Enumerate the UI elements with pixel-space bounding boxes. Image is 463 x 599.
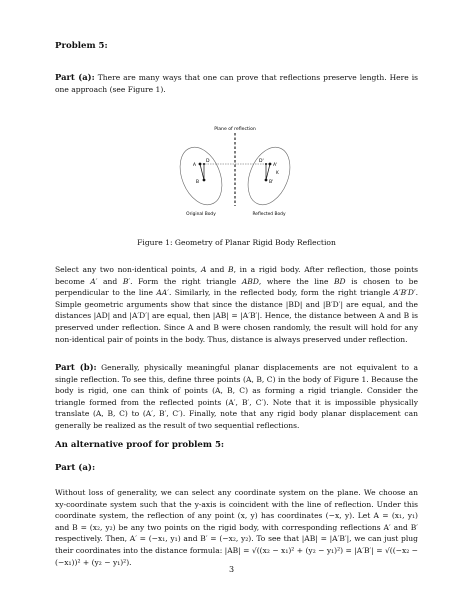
label-d-prime: D' [259,159,264,164]
figure-caption: Figure 1: Geometry of Planar Rigid Body Reflection [137,238,336,247]
alternative-part-a-label: Part (a): [55,463,96,473]
part-b-label: Part (b): [55,362,97,372]
line-ab [200,164,204,180]
point-b [203,179,206,182]
plane-label: Plane of reflection [214,127,256,132]
label-k: K [276,170,279,175]
label-a: A [192,163,196,168]
part-a-paragraph [55,72,418,95]
paragraph-1: Select any two non-identical points, A and B, in a rigid body. After reflection, those points become A′ and B′. Form the right triangle ABD, where the line BD is chosen to be perpendicular to the line AA′. Similarly, in the reflected body, form the right triangle A′B′D′. Simple geometric arguments show that since the distance |BD| and |B′D′| are equal, and the distances |AD| and |A′D′| are equal, then |AB| = |A′B′|. Hence, the distance between A and B is preserved under reflection. Since A and B were chosen randomly, the result will hold for any non-identical pair of points in the body. Thus, distance is always preserved under reflection. [55,265,418,344]
reflected-body-shape [240,141,298,211]
point-d [203,163,205,165]
part-a-text: There are many ways that one can prove that reflections preserve length. Here is one approach (see Figure 1). [55,73,419,94]
original-body-shape [172,141,230,211]
point-a [199,163,202,166]
alternative-proof-text: Without loss of generality, we can select any coordinate system on the plane. We choose an xy-coordinate system such that the y-axis is coincident with the line of reflection. Under this coordinate system, the reflection of any point (x, y) has coordinates (−x, y). Let A = (x₁, y₁) and B = (x₂, y₂) be any two points on the rigid body, with corresponding reflections A′ and B′ respectively. Then, A′ = (−x₁, y₁) and B′ = (−x₂, y₂). To see that |AB| = |A′B′|, we can just plug their coordinates into the distance formula: |AB| = √((x₂ − x₁)² + (y₂ − y₁)²) = |A′B′| = √((−x₂ − (−x₁))² + (y₂ − y₁)²). [55,488,418,567]
problem-title: Problem 5: [55,41,108,51]
label-d: D [206,159,210,164]
part-b-paragraph [55,362,418,432]
reflected-body-label: Reflected Body [252,212,286,217]
label-b: B [195,180,199,185]
label-a-prime: A' [273,163,278,168]
page-number: 3 [228,565,235,574]
point-d-prime [265,163,267,165]
line-a-prime-b-prime [266,164,270,180]
alternative-proof-title: An alternative proof for problem 5: [55,440,225,450]
point-a-prime [269,163,272,166]
reflection-figure [160,122,310,222]
part-b-text: Generally, physically meaningful planar displacements are not equivalent to a single reflection. To see this, define three points (A, B, C) in the body of Figure 1. Because the body is rigid, one can think of points (A, B, C) as forming a rigid triangle. Consider the triangle formed from the reflected points (A′, B′, C′). Note that it is impossible physically translate (A, B, C) to (A′, B′, C′). Finally, note that any rigid body planar displacement can generally be realized as the result of two sequential reflections. [55,363,418,430]
label-b-prime: B' [269,180,274,185]
part-a-label: Part (a): [55,72,95,82]
original-body-label: Original Body [186,212,216,217]
point-b-prime [265,179,268,182]
